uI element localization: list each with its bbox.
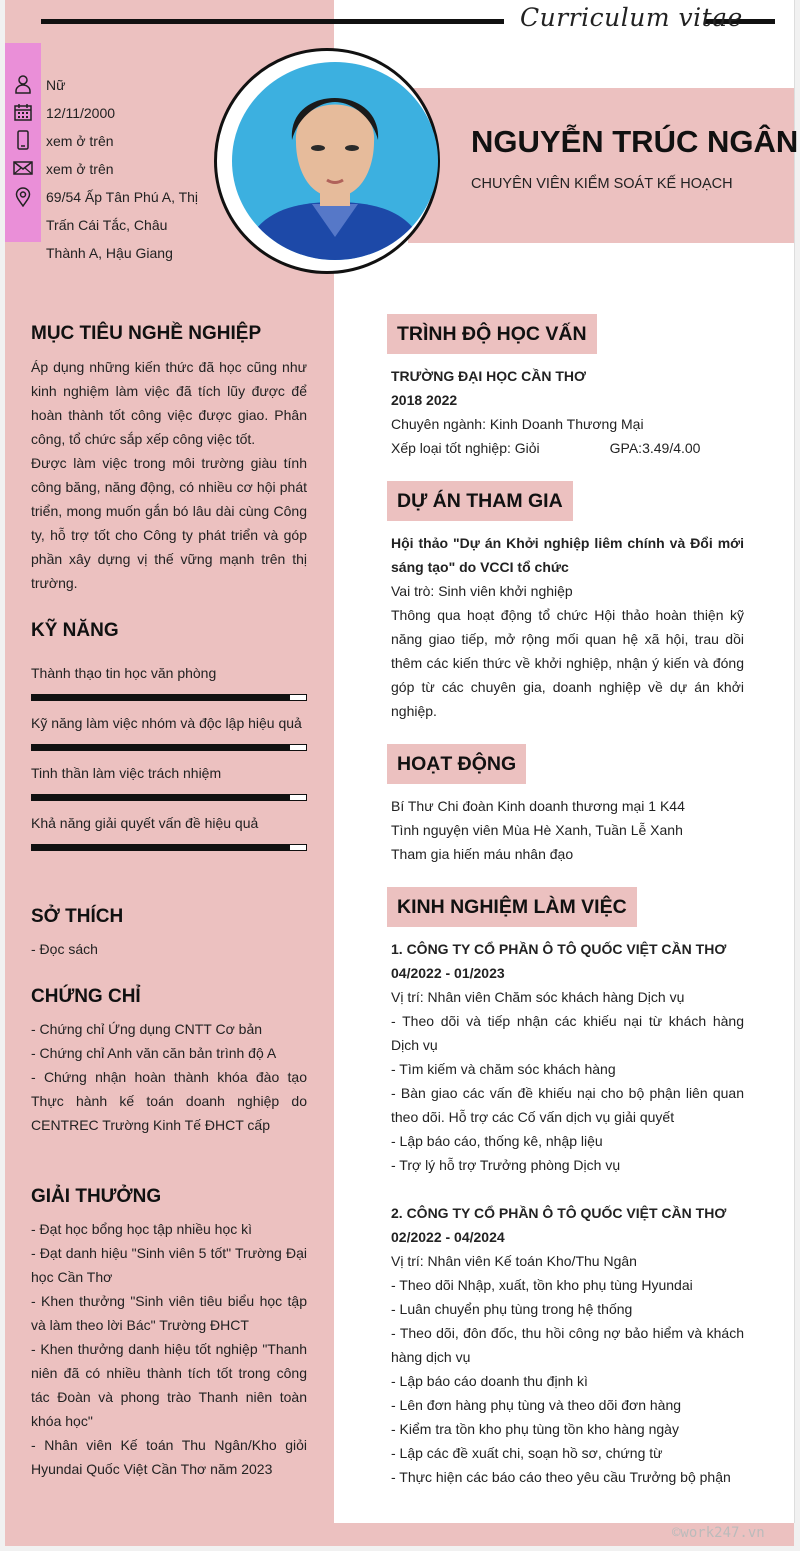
project-role: Vai trò: Sinh viên khởi nghiệp [391,583,573,599]
job-duty: - Luân chuyển phụ tùng trong hệ thống [391,1301,633,1317]
job-period: 02/2022 - 04/2024 [391,1229,505,1245]
objective-text [31,355,307,595]
award-item: - Đạt danh hiệu "Sinh viên 5 tốt" Trường Đại học Cần Thơ [31,1245,307,1285]
awards-heading: GIẢI THƯỞNG [31,1186,162,1207]
skill-label: Tinh thần làm việc trách nhiệm [31,765,222,781]
education-grade: Xếp loại tốt nghiệp: Giỏi [391,440,540,456]
certificate-item: - Chứng nhận hoàn thành khóa đào tạo Thực hành kế toán doanh nghiệp do CENTREC Trường Kinh Tế ĐHCT cấp [31,1069,307,1133]
job-company: 2. CÔNG TY CỔ PHẦN Ô TÔ QUỐC VIỆT CẦN THƠ [391,1205,727,1221]
activities-heading: HOẠT ĐỘNG [387,744,526,784]
award-item: - Khen thưởng "Sinh viên tiêu biểu học tập và làm theo lời Bác" Trường ĐHCT [31,1293,307,1333]
job-duty: - Trợ lý hỗ trợ Trưởng phòng Dịch vụ [391,1157,621,1173]
curriculum-vitae-title: Curriculum vitae [520,3,743,32]
experience-job [391,1201,744,1489]
objective-paragraph: Được làm việc trong môi trường giàu tính công băng, năng động, có nhiều cơ hội phát triển, mong muốn gắn bó lâu dài cùng Công ty, hỗ trợ tốt cho Công ty phát triển và góp phần xây dựng vị thế vững mạnh trên thị trường. [31,455,307,591]
activities-list [391,794,744,866]
education-section [391,364,744,460]
location-pin-icon [13,187,33,207]
activity-item: Tham gia hiến máu nhân đạo [391,846,574,862]
experience-heading: KINH NGHIỆM LÀM VIỆC [387,887,637,927]
objective-paragraph: Áp dụng những kiến thức đã học cũng như kinh nghiệm làm việc đã tích lũy được để hoàn thành tốt công việc được giao. Phân công, tổ chức sắp xếp công việc tốt. [31,359,307,447]
school-name: TRƯỜNG ĐẠI HỌC CẦN THƠ [391,368,586,384]
profile-photo [232,62,438,260]
skill-label: Kỹ năng làm việc nhóm và độc lập hiệu quả [31,715,302,731]
calendar-icon [13,102,33,122]
projects-heading: DỰ ÁN THAM GIA [387,481,573,521]
watermark: ©work247.vn [672,1525,765,1541]
project-description: Thông qua hoạt động tổ chức Hội thảo hoàn thiện kỹ năng giao tiếp, mở rộng mối quan hệ xã hội, trau dồi thêm các kiến thức về khởi nghiệp, nhận ý kiến và đóng góp từ các chuyên gia, doanh nghiệp về dự án khởi nghiệp. [391,607,744,719]
job-duty: - Lên đơn hàng phụ tùng và theo dõi đơn hàng [391,1397,682,1413]
hobbies-list [31,937,307,961]
job-duty: - Lập báo cáo, thống kê, nhập liệu [391,1133,603,1149]
skill-bar-fill [32,695,290,700]
skill-bar [31,844,307,851]
education-gpa: GPA:3.49/4.00 [609,440,701,456]
job-duty: - Theo dõi Nhập, xuất, tồn kho phụ tùng Hyundai [391,1277,693,1293]
job-duty: - Tìm kiếm và chăm sóc khách hàng [391,1061,616,1077]
address-line: Thành A, Hậu Giang [46,245,173,261]
job-position: Vị trí: Nhân viên Kế toán Kho/Thu Ngân [391,1253,637,1269]
skill-bar [31,694,307,701]
address-line: 69/54 Ấp Tân Phú A, Thị [46,189,199,205]
job-duty: - Bàn giao các vấn đề khiếu nại cho bộ phận liên quan theo dõi. Hỗ trợ các Cố vấn dịch vụ giải quyết [391,1085,744,1125]
activity-item: Tình nguyện viên Mùa Hè Xanh, Tuần Lễ Xanh [391,822,683,838]
skill-bar [31,794,307,801]
skill-label: Thành thạo tin học văn phòng [31,665,217,681]
header-line-left [41,19,504,24]
skill-label: Khả năng giải quyết vấn đề hiệu quả [31,815,259,831]
phone-text: xem ở trên [46,133,114,149]
activity-item: Bí Thư Chi đoàn Kinh doanh thương mại 1 K44 [391,798,685,814]
certificates-heading: CHỨNG CHỈ [31,986,141,1007]
objective-heading: MỤC TIÊU NGHỀ NGHIỆP [31,323,262,344]
skill-bar [31,744,307,751]
address-line: Trấn Cái Tắc, Châu [46,217,168,233]
job-period: 04/2022 - 01/2023 [391,965,505,981]
certificates-list [31,1017,307,1137]
gender-text: Nữ [46,77,66,93]
award-item: - Đạt học bổng học tập nhiều học kì [31,1221,253,1237]
education-years: 2018 2022 [391,392,458,408]
projects-section [391,531,744,723]
education-major: Chuyên ngành: Kinh Doanh Thương Mại [391,416,644,432]
candidate-name: NGUYỄN TRÚC NGÂN [471,124,799,159]
job-duty: - Thực hiện các báo cáo theo yêu cầu Trưởng bộ phận [391,1469,731,1485]
skills-heading: KỸ NĂNG [31,620,119,641]
dob-text: 12/11/2000 [46,105,116,121]
hobby-item: - Đọc sách [31,941,98,957]
job-duty: - Lập các đề xuất chi, soạn hồ sơ, chứng từ [391,1445,663,1461]
awards-list [31,1217,307,1481]
hobbies-heading: SỞ THÍCH [31,906,124,927]
skill-bar-fill [32,745,290,750]
candidate-title: CHUYÊN VIÊN KIỂM SOÁT KẾ HOẠCH [471,176,733,192]
job-position: Vị trí: Nhân viên Chăm sóc khách hàng Dịch vụ [391,989,685,1005]
job-duty: - Kiểm tra tồn kho phụ tùng tồn kho hàng ngày [391,1421,679,1437]
award-item: - Khen thưởng danh hiệu tốt nghiệp "Thanh niên đã có nhiều thành tích tốt trong công tác Đoàn và phong trào Thanh niên toàn khóa học" [31,1341,307,1429]
job-duty: - Lập báo cáo doanh thu định kì [391,1373,588,1389]
project-title: Hội thảo "Dự án Khởi nghiệp liêm chính và Đổi mới sáng tạo" do VCCI tổ chức [391,535,744,575]
education-heading: TRÌNH ĐỘ HỌC VẤN [387,314,597,354]
phone-icon [13,130,33,150]
mail-icon [13,158,33,178]
user-icon [13,74,33,94]
certificate-item: - Chứng chỉ Anh văn căn bản trình độ A [31,1045,277,1061]
job-company: 1. CÔNG TY CỔ PHẦN Ô TÔ QUỐC VIỆT CẦN THƠ [391,941,727,957]
skill-bar-fill [32,845,290,850]
award-item: - Nhân viên Kế toán Thu Ngân/Kho giỏi Hyundai Quốc Việt Cần Thơ năm 2023 [31,1437,307,1477]
certificate-item: - Chứng chỉ Ứng dụng CNTT Cơ bản [31,1021,263,1037]
education-grade-row [391,436,744,460]
email-text: xem ở trên [46,161,114,177]
name-banner [408,88,794,243]
job-duty: - Theo dõi và tiếp nhận các khiếu nại từ khách hàng Dịch vụ [391,1013,744,1053]
job-duty: - Theo dõi, đôn đốc, thu hồi công nợ bảo hiểm và khách hàng dịch vụ [391,1325,744,1365]
skill-bar-fill [32,795,290,800]
experience-job [391,937,744,1177]
